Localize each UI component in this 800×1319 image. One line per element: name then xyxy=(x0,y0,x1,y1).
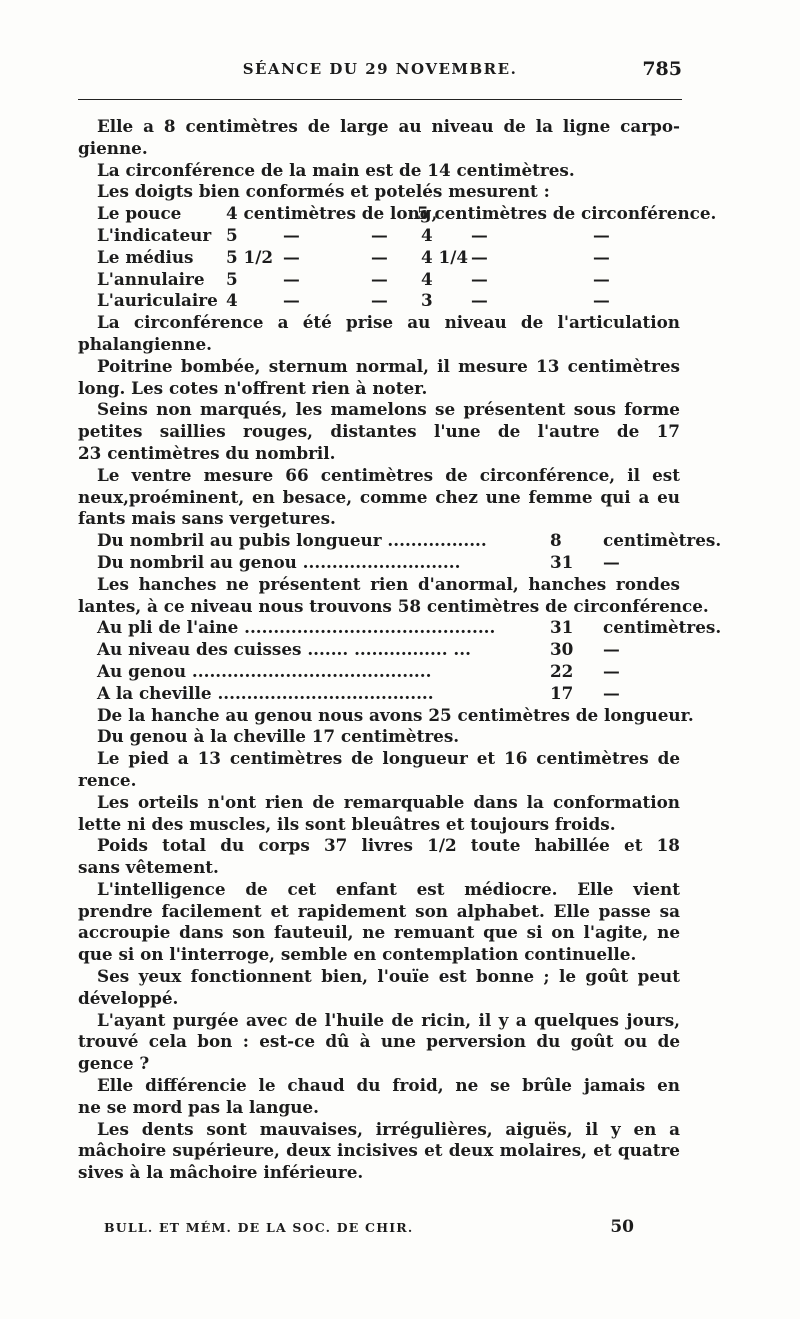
measure-row xyxy=(78,552,680,574)
text-line: Ses yeux fonctionnent bien, l'ouïe est bonne ; le goût peut xyxy=(97,966,680,987)
measure-unit: — xyxy=(603,551,620,572)
page-body xyxy=(78,116,722,1184)
dash: — xyxy=(283,290,300,311)
header-title: SÉANCE DU 29 NOVEMBRE. xyxy=(242,60,518,78)
text-line: lette ni des muscles, ils sont bleuâtres et toujours froids. xyxy=(78,813,616,834)
text-line: Les orteils n'ont rien de remarquable dans la conformation xyxy=(97,791,680,812)
text-line: fants mais sans vergetures. xyxy=(78,508,336,529)
text-line: Poids total du corps 37 livres 1/2 toute habillée et 18 xyxy=(97,835,680,856)
measure-unit: — xyxy=(603,660,620,681)
footer xyxy=(104,1217,634,1242)
finger-name: Le pouce xyxy=(97,203,182,224)
text-line: Le ventre mesure 66 centimètres de circonférence, il est xyxy=(97,464,680,485)
dash: — xyxy=(471,290,488,311)
footer-journal: BULL. ET MÉM. DE LA SOC. DE CHIR. xyxy=(104,1220,414,1235)
finger-row xyxy=(78,247,680,269)
dash: — xyxy=(593,268,610,289)
text-line: que si on l'interroge, semble en contemplation continuelle. xyxy=(78,944,637,965)
text-line: gienne. xyxy=(78,137,148,158)
text-line: 23 centimètres du nombril. xyxy=(78,442,336,463)
text-line: lantes, à ce niveau nous trouvons 58 centimètres de circonférence. xyxy=(78,595,709,616)
text-line: prendre facilement et rapidement son alphabet. Elle passe sa xyxy=(78,900,680,921)
signature-mark: 50 xyxy=(610,1217,634,1237)
text-line: développé. xyxy=(78,987,179,1008)
finger-name: L'auriculaire xyxy=(97,290,218,311)
measure-value: 30 xyxy=(550,639,574,660)
measure-row xyxy=(78,661,680,683)
measure-row xyxy=(78,639,680,661)
measure-value: 22 xyxy=(550,660,574,681)
dash: — xyxy=(371,268,388,289)
running-header xyxy=(78,60,682,88)
dash: — xyxy=(283,224,300,245)
measure-unit: centimètres. xyxy=(603,617,722,638)
finger-row xyxy=(78,225,680,247)
text-line: ne se mord pas la langue. xyxy=(78,1096,319,1117)
dash: — xyxy=(593,246,610,267)
text-line: Seins non marqués, les mamelons se présentent sous forme xyxy=(97,399,680,420)
finger-length: 4 xyxy=(226,290,238,311)
measure-label: Au genou ......................................... xyxy=(97,660,432,681)
finger-length: 5 xyxy=(226,268,238,289)
text-line: Les dents sont mauvaises, irrégulières, aiguës, il y en a xyxy=(97,1118,680,1139)
finger-row xyxy=(78,269,680,291)
measure-unit: centimètres. xyxy=(603,530,722,551)
measure-label: Du nombril au genou ........................... xyxy=(97,551,461,572)
dash: — xyxy=(471,246,488,267)
text-line: long. Les cotes n'offrent rien à noter. xyxy=(78,377,428,398)
text-line: Les hanches ne présentent rien d'anormal, hanches rondes xyxy=(97,573,680,594)
text-line: sans vêtement. xyxy=(78,857,219,878)
dash: — xyxy=(593,224,610,245)
text-line: sives à la mâchoire inférieure. xyxy=(78,1162,364,1183)
measure-value: 31 xyxy=(550,551,574,572)
finger-row xyxy=(78,290,680,312)
text-line: rence. xyxy=(78,769,137,790)
text-line: Elle différencie le chaud du froid, ne se brûle jamais en xyxy=(97,1075,680,1096)
finger-circumference: 5 centimètres de circonférence. xyxy=(417,203,717,224)
text-line: L'ayant purgée avec de l'huile de ricin, il y a quelques jours, xyxy=(97,1009,680,1030)
measure-label: Au pli de l'aine ........................................... xyxy=(97,617,496,638)
text-line: Le pied a 13 centimètres de longueur et 16 centimètres de xyxy=(97,748,680,769)
finger-circumference: 4 1/4 xyxy=(421,246,469,267)
dash: — xyxy=(471,224,488,245)
measure-row xyxy=(78,530,722,552)
dash: — xyxy=(371,224,388,245)
measure-value: 17 xyxy=(550,682,574,703)
finger-length: 5 1/2 xyxy=(226,246,274,267)
dash: — xyxy=(283,246,300,267)
dash: — xyxy=(471,268,488,289)
text-line: neux,proéminent, en besace, comme chez une femme qui a eu xyxy=(78,486,680,507)
measure-unit: — xyxy=(603,639,620,660)
text-line: Du genou à la cheville 17 centimètres. xyxy=(97,726,460,747)
text-line: L'intelligence de cet enfant est médiocre. Elle vient xyxy=(97,878,680,899)
text-line: Elle a 8 centimètres de large au niveau de la ligne carpo- xyxy=(97,116,680,136)
measure-label: A la cheville ..................................... xyxy=(97,682,434,703)
text-line: phalangienne. xyxy=(78,333,212,354)
finger-name: Le médius xyxy=(97,246,194,267)
measure-value: 8 xyxy=(550,530,562,551)
text-line: accroupie dans son fauteuil, ne remuant que si on l'agite, ne xyxy=(78,922,680,943)
measure-value: 31 xyxy=(550,617,574,638)
text-line: La circonférence de la main est de 14 centimètres. xyxy=(97,159,575,180)
finger-name: L'annulaire xyxy=(97,268,205,289)
page-number: 785 xyxy=(642,58,682,80)
text-line: gence ? xyxy=(78,1053,150,1074)
finger-length: 4 centimètres de long, xyxy=(226,203,438,224)
measure-row xyxy=(78,617,722,639)
finger-circumference: 4 xyxy=(421,224,433,245)
finger-row xyxy=(78,203,717,225)
text-line: Les doigts bien conformés et potelés mesurent : xyxy=(97,181,550,202)
header-rule xyxy=(78,99,682,100)
finger-name: L'indicateur xyxy=(97,224,212,245)
text-line: Poitrine bombée, sternum normal, il mesure 13 centimètres xyxy=(97,355,680,376)
dash: — xyxy=(283,268,300,289)
finger-circumference: 3 xyxy=(421,290,433,311)
text-line: mâchoire supérieure, deux incisives et deux molaires, et quatre xyxy=(78,1140,680,1161)
text-line: trouvé cela bon : est-ce dû à une perversion du goût ou de xyxy=(78,1031,680,1052)
text-line: petites saillies rouges, distantes l'une de l'autre de 17 xyxy=(78,421,680,442)
text-line: La circonférence a été prise au niveau de l'articulation xyxy=(97,312,680,333)
finger-circumference: 4 xyxy=(421,268,433,289)
finger-length: 5 xyxy=(226,224,238,245)
measure-label: Au niveau des cuisses ....... ................ ... xyxy=(97,639,471,660)
dash: — xyxy=(371,290,388,311)
dash: — xyxy=(593,290,610,311)
measure-unit: — xyxy=(603,682,620,703)
measure-row xyxy=(78,683,680,705)
text-line: De la hanche au genou nous avons 25 centimètres de longueur. xyxy=(97,704,694,725)
dash: — xyxy=(371,246,388,267)
measure-label: Du nombril au pubis longueur ................. xyxy=(97,530,487,551)
